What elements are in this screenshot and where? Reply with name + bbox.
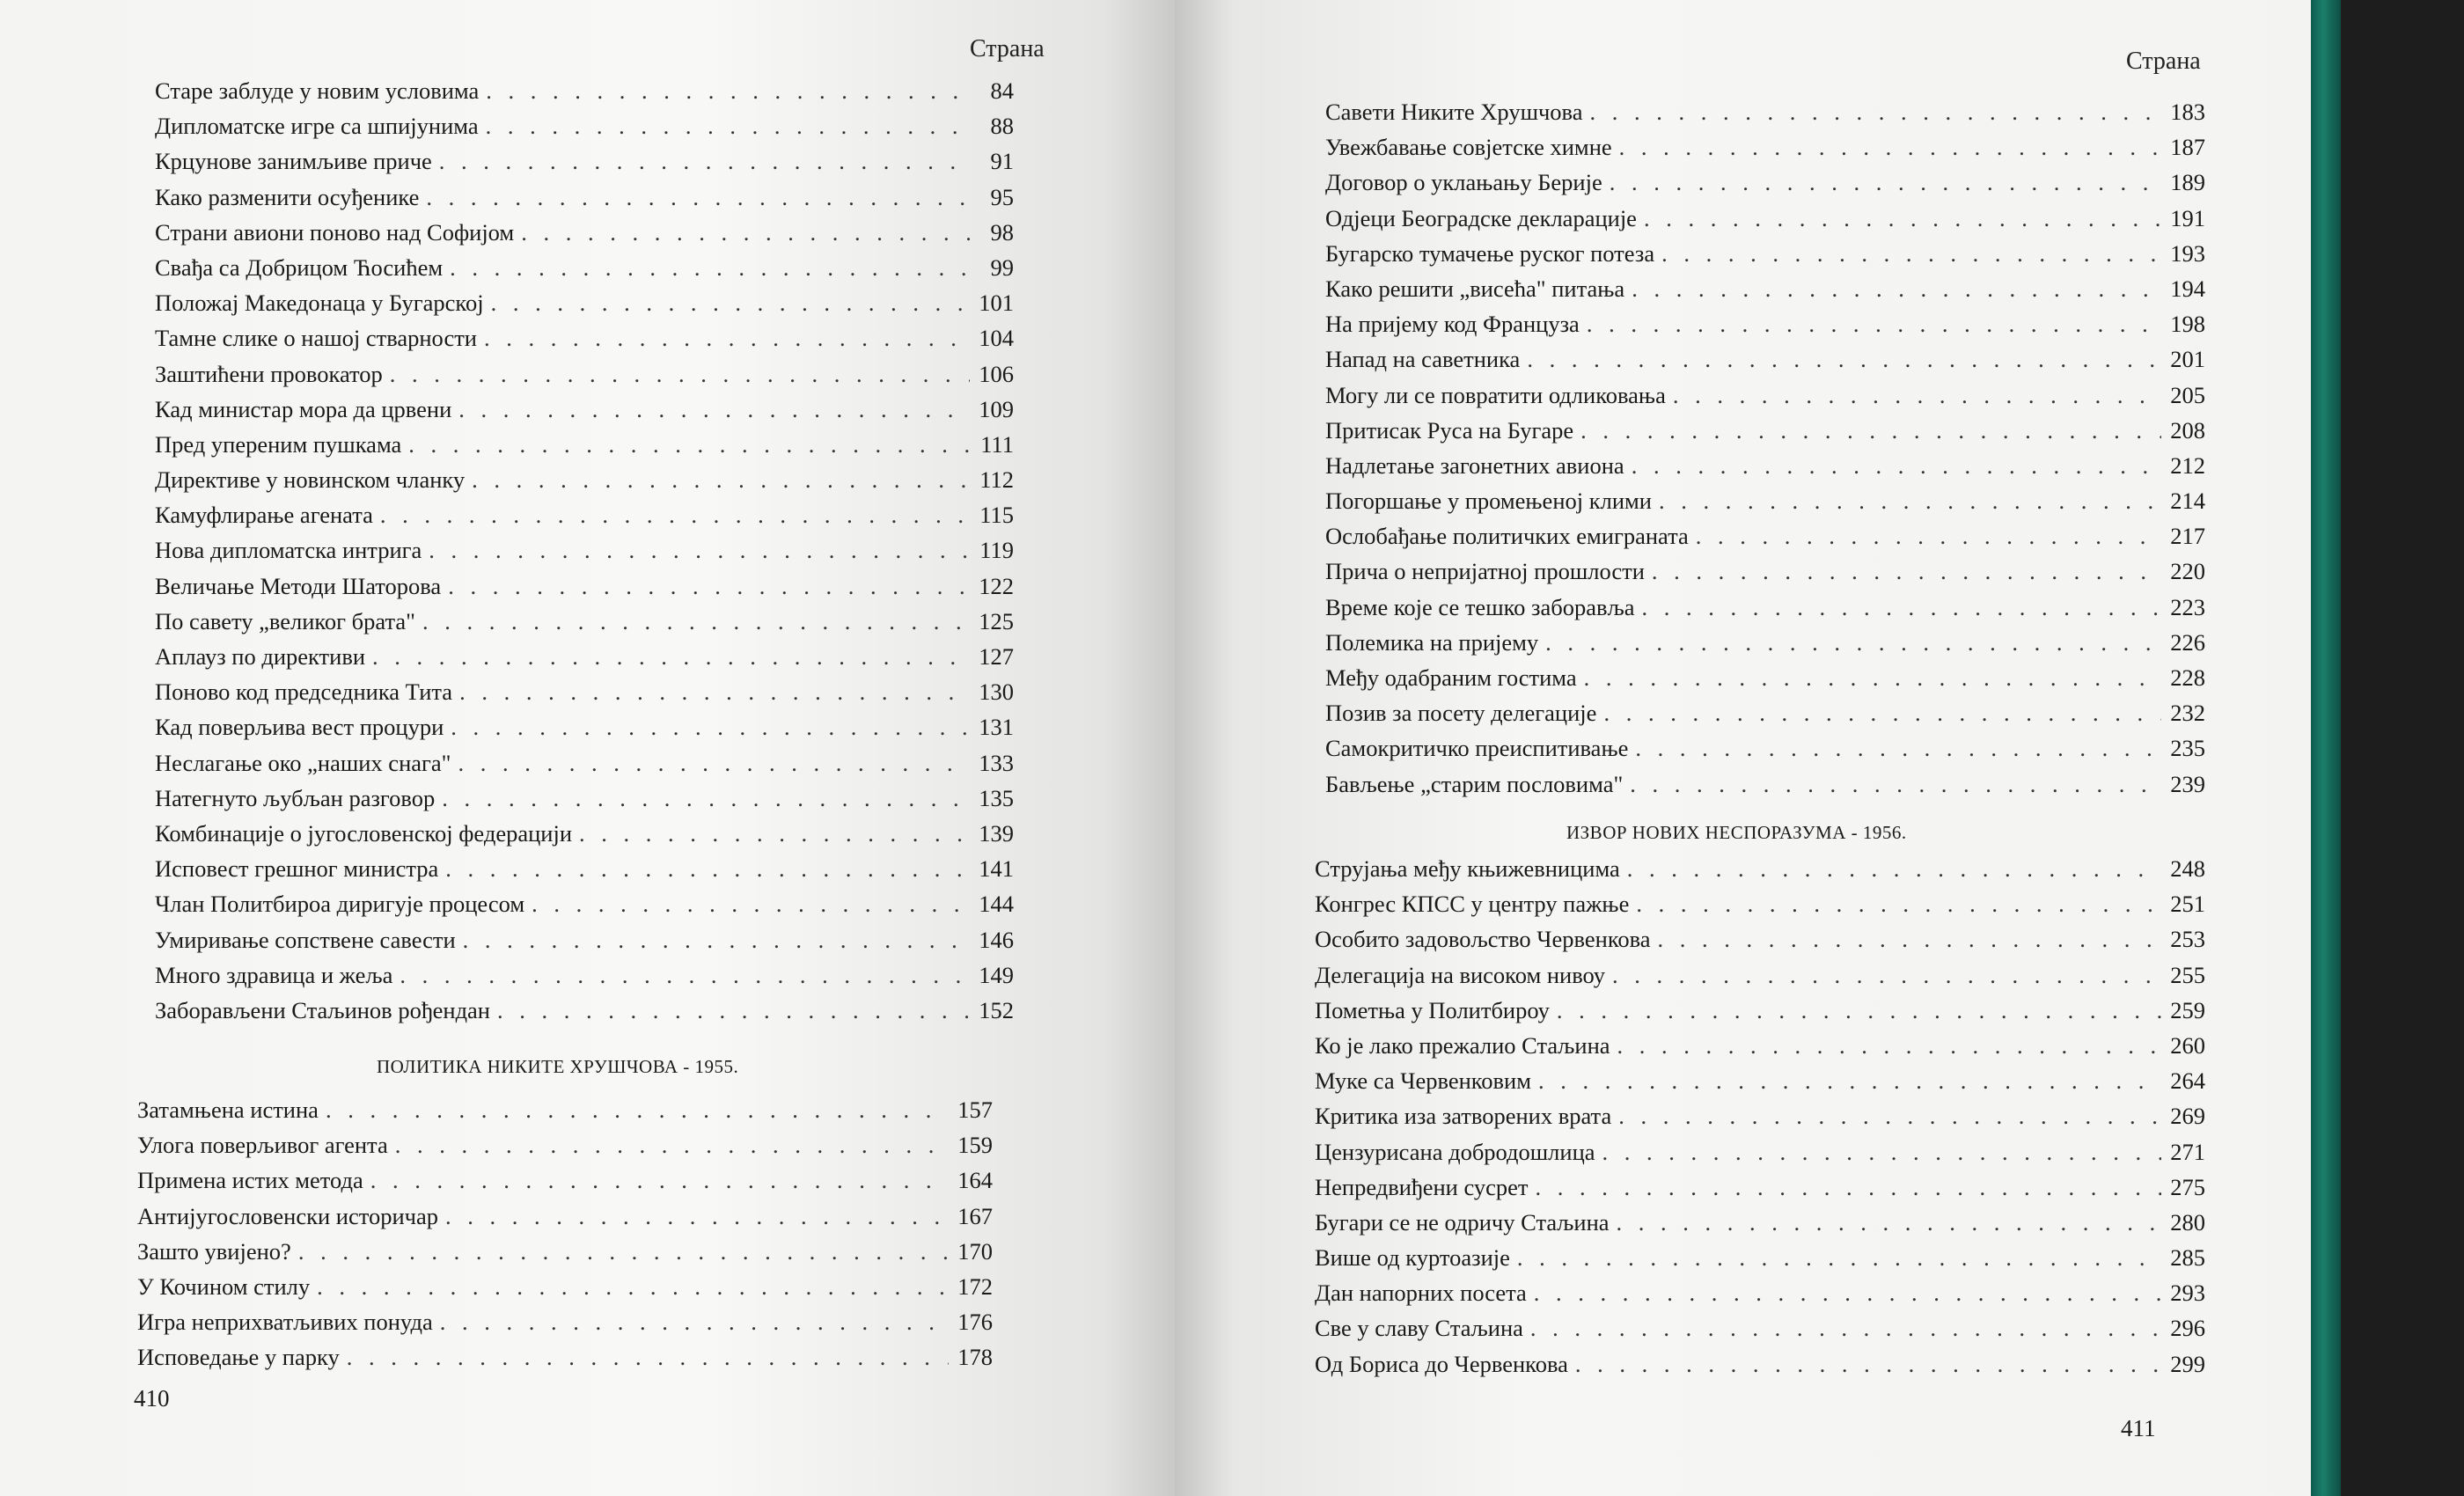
dot-leader bbox=[380, 502, 970, 529]
toc-entry-title: Конгрес КПСС у центру пажње bbox=[1315, 891, 1630, 918]
dot-leader bbox=[1534, 1280, 2161, 1307]
dot-leader bbox=[486, 77, 970, 105]
toc-entry-page: 157 bbox=[957, 1096, 993, 1123]
toc-entry-title: Како разменити осуђенике bbox=[155, 183, 420, 210]
toc-entry-title: Позив за посету делегације bbox=[1325, 700, 1597, 727]
toc-entry-title: Свађа са Добрицом Ћосићем bbox=[155, 253, 444, 281]
toc-entry bbox=[155, 820, 1014, 855]
toc-entry-title: Критика иза затворених врата bbox=[1315, 1103, 1612, 1130]
toc-entry bbox=[155, 466, 1014, 502]
dot-leader bbox=[1658, 926, 2161, 953]
dot-leader bbox=[1584, 664, 2161, 692]
dot-leader bbox=[372, 643, 970, 671]
toc-entry-page: 149 bbox=[979, 961, 1014, 988]
toc-entry-title: Дипломатске игре са шпијунима bbox=[155, 113, 479, 140]
scanner-background bbox=[2341, 0, 2464, 1496]
dot-leader bbox=[370, 1167, 949, 1194]
toc-entry-title: Натегнуто љубљан разговор bbox=[155, 784, 436, 811]
dot-leader bbox=[426, 184, 970, 211]
toc-entry-title: Старе заблуде у новим условима bbox=[155, 77, 480, 104]
toc-entry bbox=[1325, 735, 2205, 770]
dot-leader bbox=[1603, 700, 2161, 727]
toc-entry-page: 106 bbox=[979, 360, 1014, 387]
toc-entry bbox=[155, 290, 1014, 325]
dot-leader bbox=[532, 891, 970, 918]
toc-entry-title: Како решити „висећа" питања bbox=[1325, 275, 1625, 302]
toc-entry bbox=[137, 1132, 993, 1167]
toc-entry-page: 293 bbox=[2170, 1280, 2205, 1307]
toc-entry bbox=[155, 962, 1014, 997]
toc-entry-title: Члан Политбироа диригује процесом bbox=[155, 891, 525, 918]
toc-entry-title: Бугарско тумачење руског потеза bbox=[1325, 239, 1655, 267]
book-cover-edge bbox=[2311, 0, 2341, 1496]
toc-entry-page: 189 bbox=[2170, 169, 2205, 196]
dot-leader bbox=[484, 325, 970, 352]
toc-entry bbox=[1325, 134, 2205, 169]
toc-entry-title: Примена истих метода bbox=[137, 1167, 363, 1194]
toc-entry-page: 119 bbox=[979, 537, 1014, 564]
dot-leader bbox=[1635, 735, 2161, 762]
toc-entry-title: Затамњена истина bbox=[137, 1096, 319, 1123]
toc-entry bbox=[1325, 240, 2205, 275]
toc-entry-title: Ко је лако прежалио Стаљина bbox=[1315, 1031, 1610, 1059]
dot-leader bbox=[1536, 1174, 2162, 1201]
right-page-number: 411 bbox=[2121, 1415, 2156, 1441]
toc-entry-title: Ослобађање политичких емиграната bbox=[1325, 523, 1689, 550]
toc-entry bbox=[1315, 891, 2205, 926]
toc-entry-title: Бугари се не одричу Стаљина bbox=[1315, 1208, 1610, 1236]
dot-leader bbox=[450, 254, 970, 282]
toc-entry-title: Поново код председника Тита bbox=[155, 678, 453, 706]
toc-entry-page: 260 bbox=[2170, 1031, 2205, 1059]
toc-entry-title: Крцунове занимљиве приче bbox=[155, 148, 432, 175]
dot-leader bbox=[486, 113, 970, 140]
toc-entry bbox=[1325, 452, 2205, 488]
toc-entry bbox=[1315, 1244, 2205, 1280]
toc-entry-page: 115 bbox=[979, 502, 1014, 529]
dot-leader bbox=[1632, 452, 2161, 480]
toc-entry bbox=[1315, 1067, 2205, 1103]
toc-entry bbox=[137, 1309, 993, 1344]
dot-leader bbox=[445, 1203, 949, 1230]
toc-entry-title: Кад министар мора да црвени bbox=[155, 395, 452, 422]
toc-entry-page: 122 bbox=[979, 572, 1014, 599]
toc-entry bbox=[1325, 700, 2205, 735]
toc-entry-page: 235 bbox=[2170, 735, 2205, 762]
toc-entry-title: Положај Македонаца у Бугарској bbox=[155, 290, 484, 317]
dot-leader bbox=[298, 1238, 949, 1265]
toc-entry-page: 223 bbox=[2170, 593, 2205, 620]
toc-entry-page: 183 bbox=[2170, 99, 2205, 125]
dot-leader bbox=[1652, 558, 2161, 585]
dot-leader bbox=[1538, 1067, 2161, 1095]
toc-entry-page: 88 bbox=[990, 113, 1014, 140]
dot-leader bbox=[1612, 962, 2161, 989]
toc-entry-title: Више од куртоазије bbox=[1315, 1244, 1510, 1272]
dot-leader bbox=[395, 1132, 949, 1159]
toc-entry-title: Могу ли се повратити одликовања bbox=[1325, 381, 1666, 408]
toc-entry-page: 251 bbox=[2170, 891, 2205, 918]
toc-entry-page: 133 bbox=[979, 749, 1014, 776]
toc-entry bbox=[1325, 594, 2205, 629]
toc-entry-title: Међу одабраним гостима bbox=[1325, 664, 1577, 691]
toc-entry-page: 214 bbox=[2170, 488, 2205, 515]
toc-entry-title: Тамне слике о нашој стварности bbox=[155, 325, 477, 352]
toc-entry bbox=[1315, 1032, 2205, 1067]
dot-leader bbox=[1673, 382, 2161, 409]
toc-entry bbox=[1325, 346, 2205, 381]
toc-entry bbox=[1315, 1351, 2205, 1386]
dot-leader bbox=[1527, 346, 2161, 373]
toc-entry bbox=[155, 608, 1014, 643]
toc-entry-title: Игра неприхватљивих понуда bbox=[137, 1309, 433, 1336]
right-toc-list bbox=[1325, 99, 2205, 806]
dot-leader bbox=[458, 396, 970, 423]
toc-entry-title: Улога поверљивог агента bbox=[137, 1132, 388, 1159]
dot-leader bbox=[497, 997, 970, 1024]
toc-entry-title: Напад на саветника bbox=[1325, 346, 1521, 373]
toc-entry-title: Исповедање у парку bbox=[137, 1344, 340, 1371]
toc-entry-page: 193 bbox=[2170, 239, 2205, 267]
toc-entry bbox=[155, 219, 1014, 254]
toc-entry-title: Пред упереним пушкама bbox=[155, 430, 402, 458]
toc-entry bbox=[1315, 855, 2205, 891]
toc-entry-page: 264 bbox=[2170, 1067, 2205, 1095]
toc-entry-title: Бављење „старим пословима" bbox=[1325, 770, 1624, 797]
toc-entry-page: 101 bbox=[979, 290, 1014, 317]
toc-entry-title: Зашто увијено? bbox=[137, 1237, 291, 1265]
dot-leader bbox=[326, 1096, 949, 1124]
toc-entry-title: Много здравица и жеља bbox=[155, 961, 393, 988]
toc-entry-title: Комбинације о југословенској федерацији bbox=[155, 819, 573, 847]
toc-entry bbox=[137, 1344, 993, 1379]
left-toc-list bbox=[155, 77, 1014, 1032]
dot-leader bbox=[1617, 1209, 2161, 1236]
dot-leader bbox=[1589, 99, 2161, 126]
toc-entry-title: У Кочином стилу bbox=[137, 1272, 311, 1300]
toc-entry-title: Исповест грешног министра bbox=[155, 855, 439, 883]
toc-entry-page: 135 bbox=[979, 784, 1014, 811]
toc-entry-title: Цензурисана добродошлица bbox=[1315, 1138, 1595, 1165]
dot-leader bbox=[521, 219, 970, 246]
dot-leader bbox=[1636, 891, 2161, 918]
toc-entry-page: 239 bbox=[2170, 770, 2205, 797]
toc-entry bbox=[137, 1238, 993, 1273]
dot-leader bbox=[1632, 275, 2161, 303]
toc-entry-title: Све у славу Стаљина bbox=[1315, 1315, 1523, 1342]
toc-entry-page: 91 bbox=[990, 148, 1014, 175]
toc-entry-page: 130 bbox=[979, 678, 1014, 706]
toc-entry bbox=[155, 537, 1014, 572]
toc-entry bbox=[137, 1203, 993, 1238]
toc-entry-title: Муке са Червенковим bbox=[1315, 1067, 1532, 1095]
toc-entry-title: Заборављени Стаљинов рођендан bbox=[155, 996, 490, 1023]
toc-entry-page: 139 bbox=[979, 819, 1014, 847]
toc-entry-page: 109 bbox=[979, 395, 1014, 422]
dot-leader bbox=[463, 927, 970, 954]
toc-entry bbox=[1325, 629, 2205, 664]
dot-leader bbox=[1618, 1103, 2161, 1130]
toc-entry bbox=[1315, 997, 2205, 1032]
toc-entry-title: Особито задовољство Червенкова bbox=[1315, 926, 1651, 953]
toc-entry-page: 95 bbox=[990, 183, 1014, 210]
toc-entry bbox=[155, 891, 1014, 926]
toc-entry-page: 104 bbox=[979, 325, 1014, 352]
dot-leader bbox=[1642, 594, 2161, 621]
toc-entry-page: 98 bbox=[990, 218, 1014, 246]
toc-entry bbox=[1315, 962, 2205, 997]
dot-leader bbox=[1587, 311, 2161, 338]
toc-entry-title: Од Бориса до Червенкова bbox=[1315, 1350, 1568, 1377]
toc-entry bbox=[155, 396, 1014, 431]
toc-entry-page: 144 bbox=[979, 891, 1014, 918]
dot-leader bbox=[439, 148, 970, 175]
toc-entry bbox=[155, 678, 1014, 714]
toc-entry-title: Надлетање загонетних авиона bbox=[1325, 451, 1624, 479]
dot-leader bbox=[1630, 771, 2161, 798]
toc-entry bbox=[1315, 1315, 2205, 1350]
toc-entry-page: 205 bbox=[2170, 381, 2205, 408]
toc-entry-title: Погоршање у промењеној клими bbox=[1325, 488, 1652, 515]
toc-entry-page: 212 bbox=[2170, 451, 2205, 479]
toc-entry-title: Кад поверљива вест процури bbox=[155, 714, 444, 741]
dot-leader bbox=[1627, 855, 2161, 883]
toc-entry-title: По савету „великог брата" bbox=[155, 607, 415, 634]
dot-leader bbox=[1644, 205, 2161, 232]
toc-entry-page: 127 bbox=[979, 643, 1014, 670]
toc-entry-page: 269 bbox=[2170, 1103, 2205, 1130]
dot-leader bbox=[1517, 1244, 2161, 1272]
dot-leader bbox=[1661, 240, 2161, 268]
dot-leader bbox=[422, 608, 970, 635]
dot-leader bbox=[579, 820, 970, 847]
toc-entry-page: 198 bbox=[2170, 311, 2205, 338]
toc-entry-page: 226 bbox=[2170, 628, 2205, 656]
toc-entry-page: 208 bbox=[2170, 416, 2205, 444]
toc-entry-page: 172 bbox=[957, 1272, 993, 1300]
dot-leader bbox=[400, 962, 970, 989]
toc-entry-title: Договор о уклањању Берије bbox=[1325, 169, 1602, 196]
toc-entry-page: 201 bbox=[2170, 346, 2205, 373]
toc-entry-page: 178 bbox=[957, 1344, 993, 1371]
toc-entry-page: 170 bbox=[957, 1237, 993, 1265]
toc-entry bbox=[137, 1167, 993, 1202]
dot-leader bbox=[390, 361, 970, 388]
toc-entry bbox=[155, 361, 1014, 396]
toc-entry-page: 296 bbox=[2170, 1315, 2205, 1342]
toc-entry-title: Полемика на пријему bbox=[1325, 628, 1539, 656]
left-page-number: 410 bbox=[134, 1385, 170, 1412]
toc-entry-page: 228 bbox=[2170, 664, 2205, 691]
toc-entry-page: 194 bbox=[2170, 275, 2205, 302]
toc-entry-page: 167 bbox=[957, 1202, 993, 1229]
toc-entry-page: 271 bbox=[2170, 1138, 2205, 1165]
toc-entry bbox=[1315, 1280, 2205, 1315]
dot-leader bbox=[429, 537, 970, 564]
toc-entry-title: Одјеци Београдске декларације bbox=[1325, 204, 1637, 231]
toc-entry-title: Умиривање сопствене савести bbox=[155, 926, 456, 953]
toc-entry bbox=[155, 431, 1014, 466]
toc-entry-title: Директиве у новинском чланку bbox=[155, 466, 466, 494]
toc-entry-page: 146 bbox=[979, 926, 1014, 953]
toc-entry-page: 176 bbox=[957, 1309, 993, 1336]
toc-entry-title: Делегација на високом нивоу bbox=[1315, 961, 1606, 988]
right-page bbox=[1175, 0, 2341, 1496]
dot-leader bbox=[347, 1344, 949, 1371]
toc-entry-title: Непредвиђени сусрет bbox=[1315, 1173, 1529, 1200]
left-section-title: ПОЛИТИКА НИКИТЕ ХРУШЧОВА - 1955. bbox=[377, 1056, 739, 1077]
toc-entry bbox=[1325, 488, 2205, 523]
toc-entry-title: Увежбавање совјетске химне bbox=[1325, 134, 1612, 161]
toc-entry bbox=[1325, 558, 2205, 593]
toc-entry bbox=[1325, 664, 2205, 700]
toc-entry bbox=[155, 573, 1014, 608]
toc-entry-page: 253 bbox=[2170, 926, 2205, 953]
dot-leader bbox=[472, 466, 970, 494]
toc-entry bbox=[1315, 1174, 2205, 1209]
toc-entry-page: 220 bbox=[2170, 558, 2205, 585]
toc-entry-page: 285 bbox=[2170, 1244, 2205, 1272]
toc-entry bbox=[1325, 275, 2205, 311]
toc-entry-title: Притисак Руса на Бугаре bbox=[1325, 416, 1574, 444]
dot-leader bbox=[1696, 523, 2161, 550]
dot-leader bbox=[1557, 997, 2161, 1024]
toc-entry bbox=[1325, 771, 2205, 806]
dot-leader bbox=[448, 573, 970, 600]
toc-entry-page: 112 bbox=[979, 466, 1014, 494]
dot-leader bbox=[445, 855, 970, 883]
toc-entry bbox=[155, 148, 1014, 183]
right-page-header: Страна bbox=[2126, 48, 2201, 75]
toc-entry-title: Струјања међу књижевницима bbox=[1315, 855, 1620, 882]
toc-entry bbox=[1325, 523, 2205, 558]
dot-leader bbox=[458, 750, 970, 777]
dot-leader bbox=[1530, 1315, 2161, 1342]
dot-leader bbox=[1659, 488, 2161, 515]
toc-entry-page: 125 bbox=[979, 607, 1014, 634]
toc-entry bbox=[155, 927, 1014, 962]
toc-entry bbox=[155, 184, 1014, 219]
dot-leader bbox=[1617, 1032, 2161, 1060]
toc-entry-page: 141 bbox=[979, 855, 1014, 883]
toc-entry-title: Неслагање око „наших снага" bbox=[155, 749, 451, 776]
toc-entry-page: 299 bbox=[2170, 1350, 2205, 1377]
toc-entry-page: 152 bbox=[979, 996, 1014, 1023]
toc-entry-page: 84 bbox=[990, 77, 1014, 104]
dot-leader bbox=[459, 678, 970, 706]
left-page-header: Страна bbox=[970, 35, 1045, 62]
dot-leader bbox=[1575, 1351, 2161, 1378]
toc-entry-title: Дан напорних посета bbox=[1315, 1280, 1527, 1307]
toc-entry bbox=[155, 643, 1014, 678]
toc-entry bbox=[155, 502, 1014, 537]
dot-leader bbox=[408, 431, 970, 458]
toc-entry-page: 248 bbox=[2170, 855, 2205, 882]
toc-entry bbox=[1325, 169, 2205, 204]
toc-entry-title: Нова дипломатска интрига bbox=[155, 537, 422, 564]
dot-leader bbox=[440, 1309, 949, 1336]
dot-leader bbox=[451, 714, 970, 741]
toc-entry bbox=[155, 714, 1014, 749]
toc-entry-page: 232 bbox=[2170, 700, 2205, 727]
toc-entry-title: Страни авиони поново над Софијом bbox=[155, 218, 515, 246]
toc-entry bbox=[1315, 1139, 2205, 1174]
toc-entry bbox=[1325, 382, 2205, 417]
toc-entry-page: 187 bbox=[2170, 134, 2205, 161]
dot-leader bbox=[1619, 134, 2161, 161]
toc-entry bbox=[155, 113, 1014, 148]
toc-entry-title: Самокритичко преиспитивање bbox=[1325, 735, 1629, 762]
toc-entry-page: 99 bbox=[990, 253, 1014, 281]
toc-entry-page: 217 bbox=[2170, 523, 2205, 550]
toc-entry bbox=[155, 750, 1014, 785]
toc-entry bbox=[155, 785, 1014, 820]
toc-entry bbox=[1325, 417, 2205, 452]
toc-entry-page: 111 bbox=[980, 430, 1014, 458]
dot-leader bbox=[442, 785, 970, 812]
toc-entry-title: Прича о непријатној прошлости bbox=[1325, 558, 1645, 585]
toc-entry bbox=[1315, 926, 2205, 961]
dot-leader bbox=[1602, 1139, 2161, 1166]
toc-entry-title: На пријему код Француза bbox=[1325, 311, 1580, 338]
toc-entry bbox=[137, 1096, 993, 1132]
left-section-toc-list bbox=[137, 1096, 993, 1380]
dot-leader bbox=[1545, 629, 2161, 656]
dot-leader bbox=[491, 290, 970, 317]
toc-entry-title: Аплауз по директиви bbox=[155, 643, 366, 670]
toc-entry-title: Антијугословенски историчар bbox=[137, 1202, 438, 1229]
left-page bbox=[0, 0, 1175, 1496]
toc-entry bbox=[155, 254, 1014, 290]
toc-entry-title: Заштићени провокатор bbox=[155, 360, 383, 387]
right-section-title: ИЗВОР НОВИХ НЕСПОРАЗУМА - 1956. bbox=[1566, 822, 1907, 843]
toc-entry-title: Камуфлирање агената bbox=[155, 502, 373, 529]
toc-entry bbox=[155, 77, 1014, 113]
toc-entry-title: Пометња у Политбироу bbox=[1315, 996, 1550, 1023]
toc-entry-page: 131 bbox=[979, 714, 1014, 741]
toc-entry-title: Савети Никите Хрушчова bbox=[1325, 99, 1583, 125]
dot-leader bbox=[1580, 417, 2161, 444]
toc-entry bbox=[1325, 99, 2205, 134]
dot-leader bbox=[1610, 169, 2161, 196]
toc-entry-page: 280 bbox=[2170, 1208, 2205, 1236]
toc-entry bbox=[155, 997, 1014, 1032]
toc-entry bbox=[1325, 311, 2205, 346]
toc-entry-page: 159 bbox=[957, 1132, 993, 1159]
toc-entry-title: Величање Методи Шаторова bbox=[155, 572, 442, 599]
toc-entry bbox=[155, 325, 1014, 360]
toc-entry-page: 164 bbox=[957, 1167, 993, 1194]
dot-leader bbox=[317, 1273, 949, 1301]
toc-entry bbox=[1315, 1209, 2205, 1244]
toc-entry-page: 259 bbox=[2170, 996, 2205, 1023]
toc-entry-page: 275 bbox=[2170, 1173, 2205, 1200]
toc-entry-title: Време које се тешко заборавља bbox=[1325, 593, 1635, 620]
right-section-toc-list bbox=[1315, 855, 2205, 1386]
toc-entry bbox=[155, 855, 1014, 891]
toc-entry-page: 255 bbox=[2170, 961, 2205, 988]
toc-entry bbox=[137, 1273, 993, 1309]
toc-entry bbox=[1315, 1103, 2205, 1138]
toc-entry-page: 191 bbox=[2170, 204, 2205, 231]
toc-entry bbox=[1325, 205, 2205, 240]
